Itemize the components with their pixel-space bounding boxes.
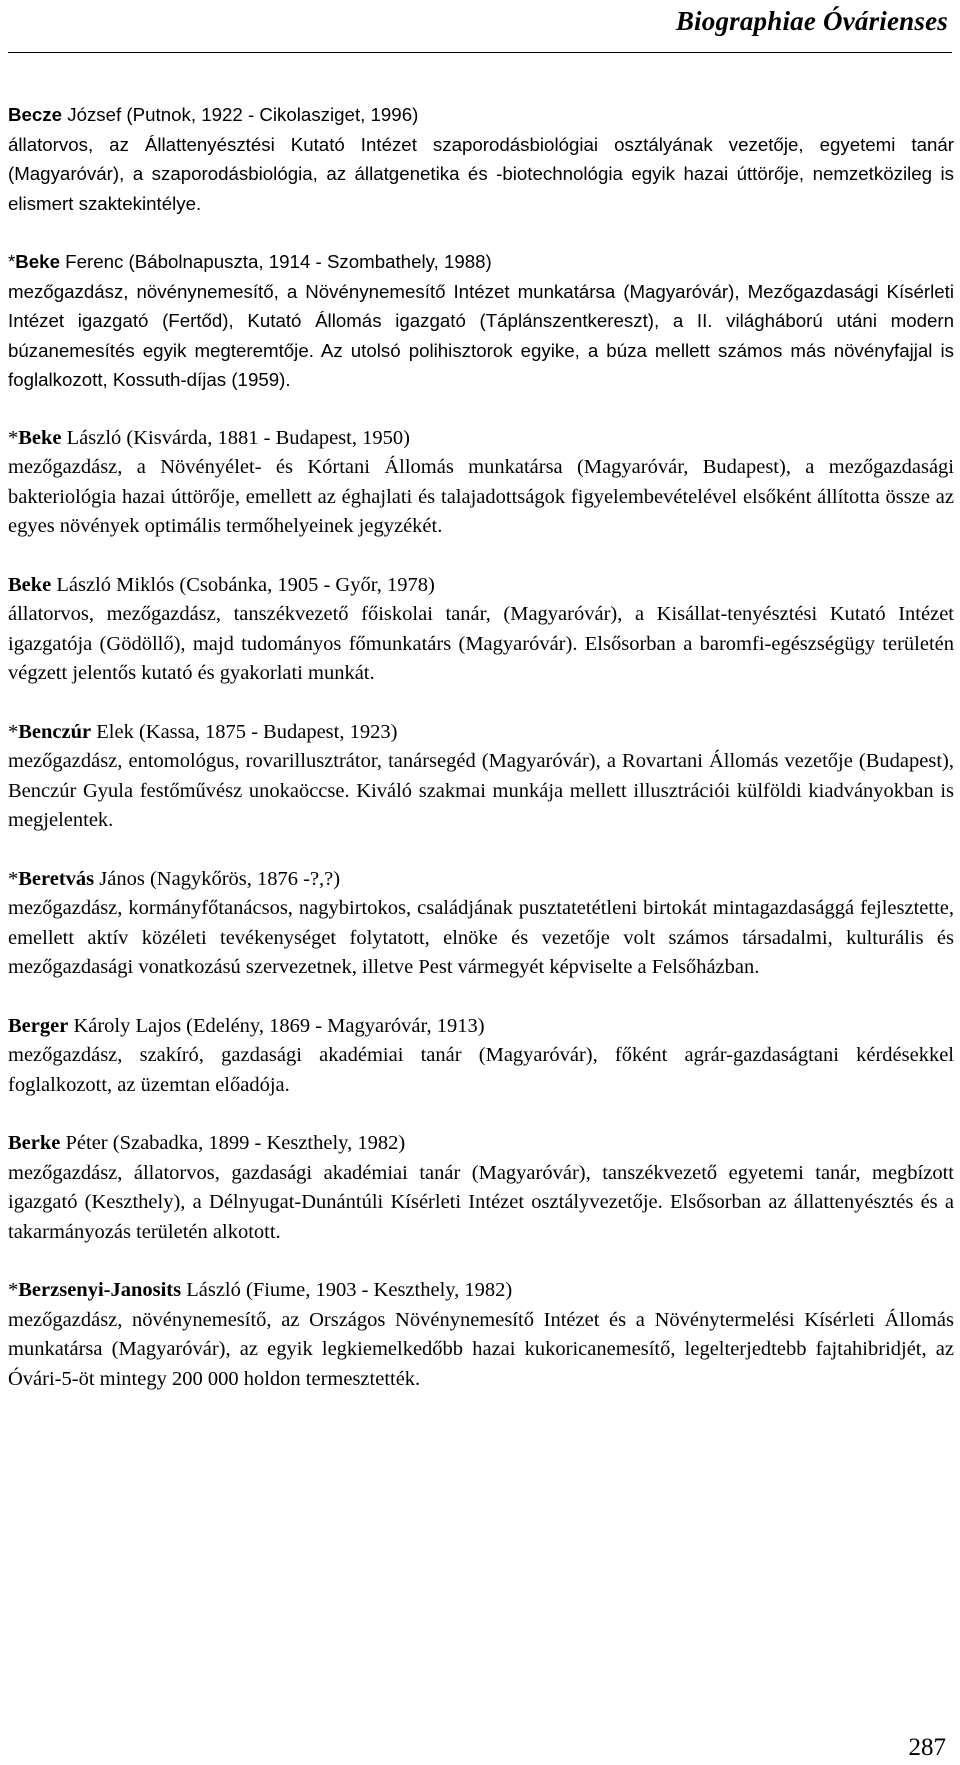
entry-text: állatorvos, mezőgazdász, tanszékvezető főiskolai tanár, (Magyaróvár), a Kisállat-tenyésztési Kutató Intézet igazgatója (Gödöllő), majd tudományos főmunkatárs (Magyaróvár). Elsősorban a baromfi-egészségügy területén végzett jelentős kutató és gyakorlati munkát. <box>8 603 954 684</box>
entry-marker: * <box>8 720 19 743</box>
entry-beretvas-janos <box>8 865 954 983</box>
entry-surname: Benczúr <box>18 720 92 743</box>
header-rule <box>8 52 952 53</box>
entry-text: állatorvos, az Állattenyésztési Kutató Intézet szaporodásbiológiai osztályának vezetője, egyetemi tanár (Magyaróvár), a szaporodásbiológia, az állatgenetika és -biotechnológia egyik hazai úttörője, nemzetközileg is elismert szaktekintélye. <box>8 133 954 214</box>
entry-surname: Becze <box>8 104 63 125</box>
entry-berger-karoly-lajos <box>8 1012 954 1101</box>
entry-beke-ferenc <box>8 247 954 395</box>
entry-heading: János (Nagykőrös, 1876 -?,?) <box>94 867 341 890</box>
entry-surname: Berzsenyi-Janosits <box>18 1279 182 1301</box>
entry-text: mezőgazdász, növénynemesítő, a Növénynemesítő Intézet munkatársa (Magyaróvár), Mezőgazdasági Kísérleti Intézet igazgató (Fertőd), Kutató Állomás igazgató (Táplánszentkereszt), a II. világháború utáni modern búzanemesítés egyik megteremtője. Az utolsó polihisztorok egyike, a búza mellett számos más növényfajjal is foglalkozott, Kossuth-díjas (1959). <box>8 280 954 390</box>
page-number: 287 <box>908 1734 946 1761</box>
entry-heading: József (Putnok, 1922 - Cikolasziget, 1996) <box>62 104 419 125</box>
entry-text: mezőgazdász, növénynemesítő, az Országos Növénynemesítő Intézet és a Növénytermelési Kísérleti Állomás munkatársa (Magyaróvár), az egyik legkiemelkedőbb hazai kukoricanemesítő, legelterjedtebb fajtahibridjét, az Óvári-5-öt mintegy 200 000 holdon termesztették. <box>8 1308 954 1390</box>
entry-heading: László (Fiume, 1903 - Keszthely, 1982) <box>181 1279 513 1301</box>
entry-marker: * <box>8 426 19 449</box>
entry-surname: Beke <box>18 426 62 449</box>
entry-list <box>8 100 954 1423</box>
entry-text: mezőgazdász, szakíró, gazdasági akadémiai tanár (Magyaróvár), főként agrár-gazdaságtani kérdésekkel foglalkozott, az üzemtan előadója. <box>8 1044 954 1096</box>
entry-beke-laszlo-miklos <box>8 571 954 689</box>
entry-marker: * <box>8 251 16 272</box>
entry-text: mezőgazdász, entomológus, rovarillusztrátor, tanársegéd (Magyaróvár), a Rovartani Állomás vezetője (Budapest), Benczúr Gyula festőművész unokaöccse. Kiváló szakmai munkája mellett illusztrációi külföldi kiadványokban is megjelentek. <box>8 750 954 831</box>
entry-becze-jozsef <box>8 100 954 218</box>
entry-berzsenyi-janosits-laszlo <box>8 1276 954 1394</box>
entry-heading: László Miklós (Csobánka, 1905 - Győr, 1978) <box>51 573 435 596</box>
entry-heading: Ferenc (Bábolnapuszta, 1914 - Szombathely, 1988) <box>59 251 492 272</box>
entry-text: mezőgazdász, állatorvos, gazdasági akadémiai tanár (Magyaróvár), tanszékvezető egyetemi tanár, megbízott igazgató (Keszthely), a Délnyugat-Dunántúli Kísérleti Intézet osztályvezetője. Elsősorban az állattenyésztés és a takarmányozás területén alkotott. <box>8 1161 954 1243</box>
entry-benczur-elek <box>8 718 954 836</box>
running-header-title: Biographiae Óvárienses <box>675 6 948 36</box>
entry-text: mezőgazdász, kormányfőtanácsos, nagybirtokos, családjának pusztatetétleni birtokát mintagazdasággá fejlesztette, emellett aktív közéleti tevékenységet folytatott, elnöke és vezetője volt számos társadalmi, kulturális és mezőgazdasági vonatkozású szervezetnek, illetve Pest vármegyét képviselte a Felsőházban. <box>8 897 954 978</box>
entry-heading: Péter (Szabadka, 1899 - Keszthely, 1982) <box>60 1132 406 1154</box>
entry-surname: Berger <box>8 1014 69 1037</box>
entry-marker: * <box>8 1279 19 1301</box>
entry-heading: Elek (Kassa, 1875 - Budapest, 1923) <box>91 720 398 743</box>
entry-surname: Beke <box>8 573 52 596</box>
entry-text: mezőgazdász, a Növényélet- és Kórtani Állomás munkatársa (Magyaróvár, Budapest), a mezőgazdasági bakteriológia hazai úttörője, emellett az éghajlati és talajadottságok figyelembevételével elsőként állította össze az egyes növények optimális termőhelyeinek jegyzékét. <box>8 456 954 537</box>
entry-surname: Berke <box>8 1132 61 1154</box>
entry-surname: Beke <box>15 251 60 272</box>
entry-beke-laszlo <box>8 424 954 542</box>
entry-berke-peter <box>8 1129 954 1247</box>
entry-marker: * <box>8 867 19 890</box>
entry-heading: Károly Lajos (Edelény, 1869 - Magyaróvár, 1913) <box>68 1014 485 1037</box>
entry-heading: László (Kisvárda, 1881 - Budapest, 1950) <box>61 426 410 449</box>
entry-surname: Beretvás <box>18 867 95 890</box>
